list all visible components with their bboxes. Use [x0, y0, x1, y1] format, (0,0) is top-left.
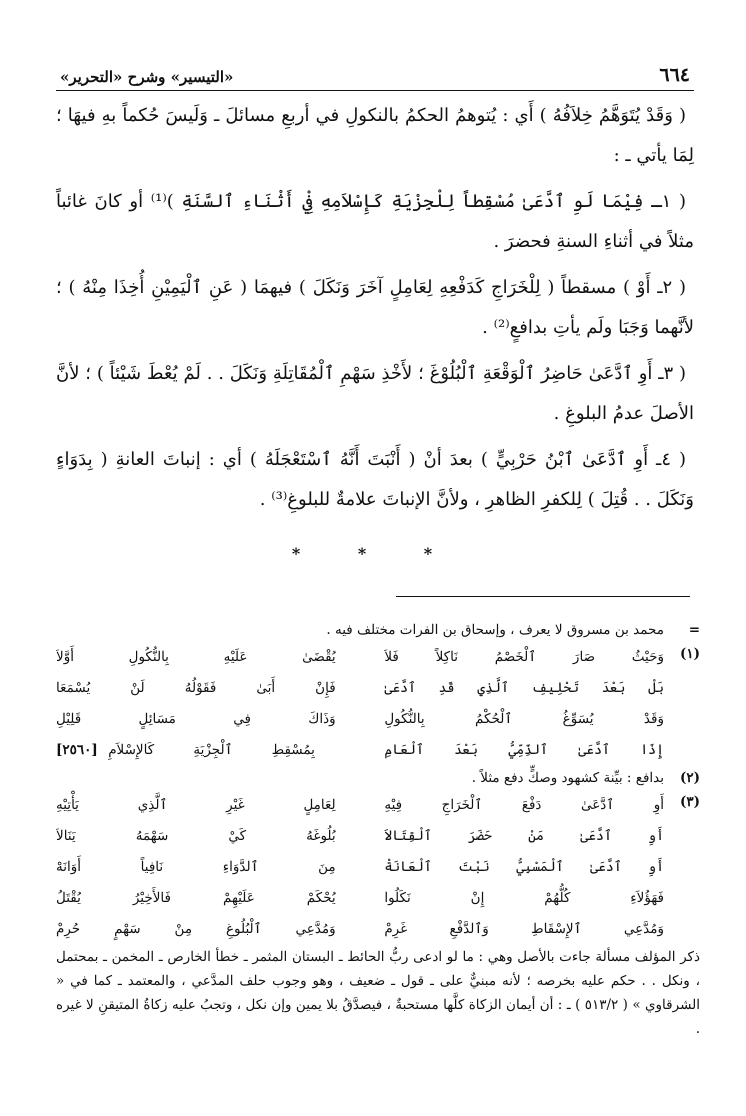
verse-line	[56, 642, 664, 673]
footnotes	[56, 618, 700, 1041]
verse-hemistich: وَذَاكَ فِي مَسَائِلٍ قَلِيْلِ	[56, 711, 336, 727]
verse-hemistich: يُقْضَىٰ عَلَيْهِ بِالنُّكُولِ أَوَّلاَ	[56, 649, 336, 665]
verse-line	[56, 673, 664, 704]
paragraph-4: ( ٤ـ أَوِ ٱدَّعَىٰ ٱبْنُ حَرْبِيٍّ ) بعدَ أنْ ( أَنْبَتَ أَنَّهُ ٱسْتَعْجَلَهُ ) أي : إنباتَ العانةِ ( بِدَوَاءٍ وَنَكَلَ . . قُتِلَ ) لِلكفرِ الظاهرِ ، ولأنَّ الإنباتَ علامةٌ للبلوغِ⁽³⁾ .	[56, 449, 694, 510]
verse-hemistich: إِذَا ٱدَّعَىٰ ٱلذِّمِّيُّ بَعْدَ ٱلْعَامِ	[384, 742, 664, 758]
verse-hemistich: بِمُسْقِطِ ٱلْجِزْيَةِ كَالإِسْلاَمِ	[108, 742, 315, 758]
verse-line	[56, 735, 664, 766]
paragraph-2: ( ٢ـ أَوْ ) مسقطاً ( لِلْخَرَاجِ كَدَفْعِهِ لِعَامِلٍ آخَرَ وَنَكَلَ ) فيهمَا ( عَنِ ٱلْيَمِيْنِ أُخِذَا مِنْهُ ) ؛ لأنَّهما وَجَبَا ولَم يأتِ بدافعٍ⁽²⁾ .	[56, 277, 694, 338]
verse-hemistich: أَوِ ٱدَّعَىٰ دَفْعَ ٱلْخَرَاجِ فِيْهِ	[384, 797, 664, 813]
verse-line	[56, 790, 664, 821]
main-text	[56, 96, 694, 574]
verse-hemistich: وَحَيْثُ صَارَ ٱلْخَصْمُ نَاكِلاً فَلاَ	[384, 649, 664, 665]
header-rule	[56, 90, 694, 91]
verse-hemistich: مِنَ ٱلدَّوَاءِ نَافِياً أَوَانَهْ	[56, 859, 336, 875]
paragraph-1: ( ١ـ فِيْمَا لَوِ ٱدَّعَىٰ مُسْقِطاً لِلْجِزْيَةِ كَإِسْلاَمِهِ فِيْ أَثْنَاءِ ٱلسَّنَةِ )⁽¹⁾ أو كانَ غائباً مثلاً في أثناءِ السنةِ فحضرَ .	[56, 191, 694, 252]
section-separator: * * *	[291, 544, 459, 563]
footnote-number: (٣)	[679, 794, 700, 810]
running-title: «التيسير» وشرح «التحرير»	[60, 68, 234, 86]
verse-line	[56, 852, 664, 883]
verse-line	[56, 883, 664, 914]
footnote-rule	[396, 596, 690, 597]
paragraph-3: ( ٣ـ أَوِ ٱدَّعَىٰ حَاضِرُ ٱلْوَقْعَةِ ٱلْبُلُوْغَ ؛ لأَخْذِ سَهْمِ ٱلْمُقَاتِلَةِ وَنَكَلَ . . لَمْ يُعْطَ شَيْئاً ) ؛ لأنَّ الأصلَ عدمُ البلوغِ .	[56, 363, 694, 424]
footnote-3	[56, 790, 700, 945]
verse-line	[56, 914, 664, 945]
verse-reference: [٢٥٦٠]	[56, 742, 98, 758]
continuation-marker: =	[688, 622, 700, 638]
verse-hemistich: بَلْ بَعْدَ تَحْلِيفِ ٱلَّذِي قَدِ ٱدَّعَىٰ	[384, 680, 664, 696]
paragraph-intro: ( وَقَدْ يُتَوَهَّمُ خِلاَفُهُ ) أَي : يُتوهمُ الحكمُ بالنكولِ في أربعِ مسائلَ ـ وَلَيسَ حُكماً بهِ فيهَا ؛ لِمَا يأتي ـ :	[56, 105, 694, 166]
verse-hemistich: بُلُوغَهُ كَيْ سَهْمَهُ يَنَالاَ	[56, 828, 336, 844]
verse-hemistich: أَوِ ٱدَّعَىٰ ٱلْمَسْبِيُّ نَبْتَ ٱلْعَانَةْ	[384, 859, 664, 875]
verse-hemistich: أَوِ ٱدَّعَىٰ مَنْ حَضَرَ ٱلْقِتَالاَ	[384, 828, 664, 844]
footnote-number: (١)	[679, 646, 700, 662]
footnote-text: بدافع : بيِّنة كشهود وصكٍّ دفع مثلاً .	[471, 770, 664, 786]
verse-hemistich: فَإِنْ أَبَىٰ فَقَوْلُهُ لَنْ يُسْمَعَا	[56, 680, 336, 696]
footnote-3-commentary: ذكر المؤلف مسألة جاءت بالأصل وهي : ما لو ادعى ربُّ الحائط ـ البستان المثمر ـ خطأ الخارص ـ المخمن ـ بمحتمل ، ونكل . . حكم عليه بخرصه ؛ لأنه مبنيٌّ على ـ قول ـ ضعيف ، وهو وجوب حلف المدَّعي ، والمعتمد ـ كما في « الشرقاوي » ( ٥١٣/٢ ) ـ : أن أيمان الزكاة كلَّها مستحبةٌ ، فيصدَّقُ بلا يمين وإن نكل ، وتجبُ عليه زكاةُ المتيقنِ لا غيره .	[56, 949, 700, 1037]
footnote-1	[56, 642, 700, 766]
verse-hemistich: وَقَدْ يُسَوِّغُ ٱلْحُكْمُ بِالنُّكُولِ	[384, 711, 664, 727]
verse-hemistich: يُحْكَمْ عَلَيْهِمْ فَالأَخِيْرُ يُقْتَلُ	[56, 890, 336, 906]
verse-line	[56, 704, 664, 735]
page-number: ٦٦٤	[659, 64, 690, 86]
footnote-continuation	[56, 618, 700, 642]
verse-line	[56, 821, 664, 852]
continuation-text: محمد بن مسروق لا يعرف ، وإسحاق بن الفرات مختلف فيه .	[326, 622, 664, 638]
running-header	[60, 58, 690, 86]
verse-hemistich: فَهَؤُلاَءِ كُلُّهُمْ إِنْ نَكَلُوا	[384, 890, 664, 906]
footnote-number: (٢)	[679, 770, 700, 786]
verse-hemistich: وَمُدَّعِي ٱلْبُلُوغِ مِنْ سَهْمٍ حُرِمْ	[56, 921, 336, 937]
verse-hemistich: لِعَامِلٍ غَيْرِ ٱلَّذِي يَأْتِيْهِ	[56, 797, 336, 813]
verse-hemistich: وَمُدَّعِي ٱلإِسْقَاطِ وَٱلدَّفْعِ غَرِمْ	[384, 921, 664, 937]
footnote-2	[56, 766, 700, 790]
